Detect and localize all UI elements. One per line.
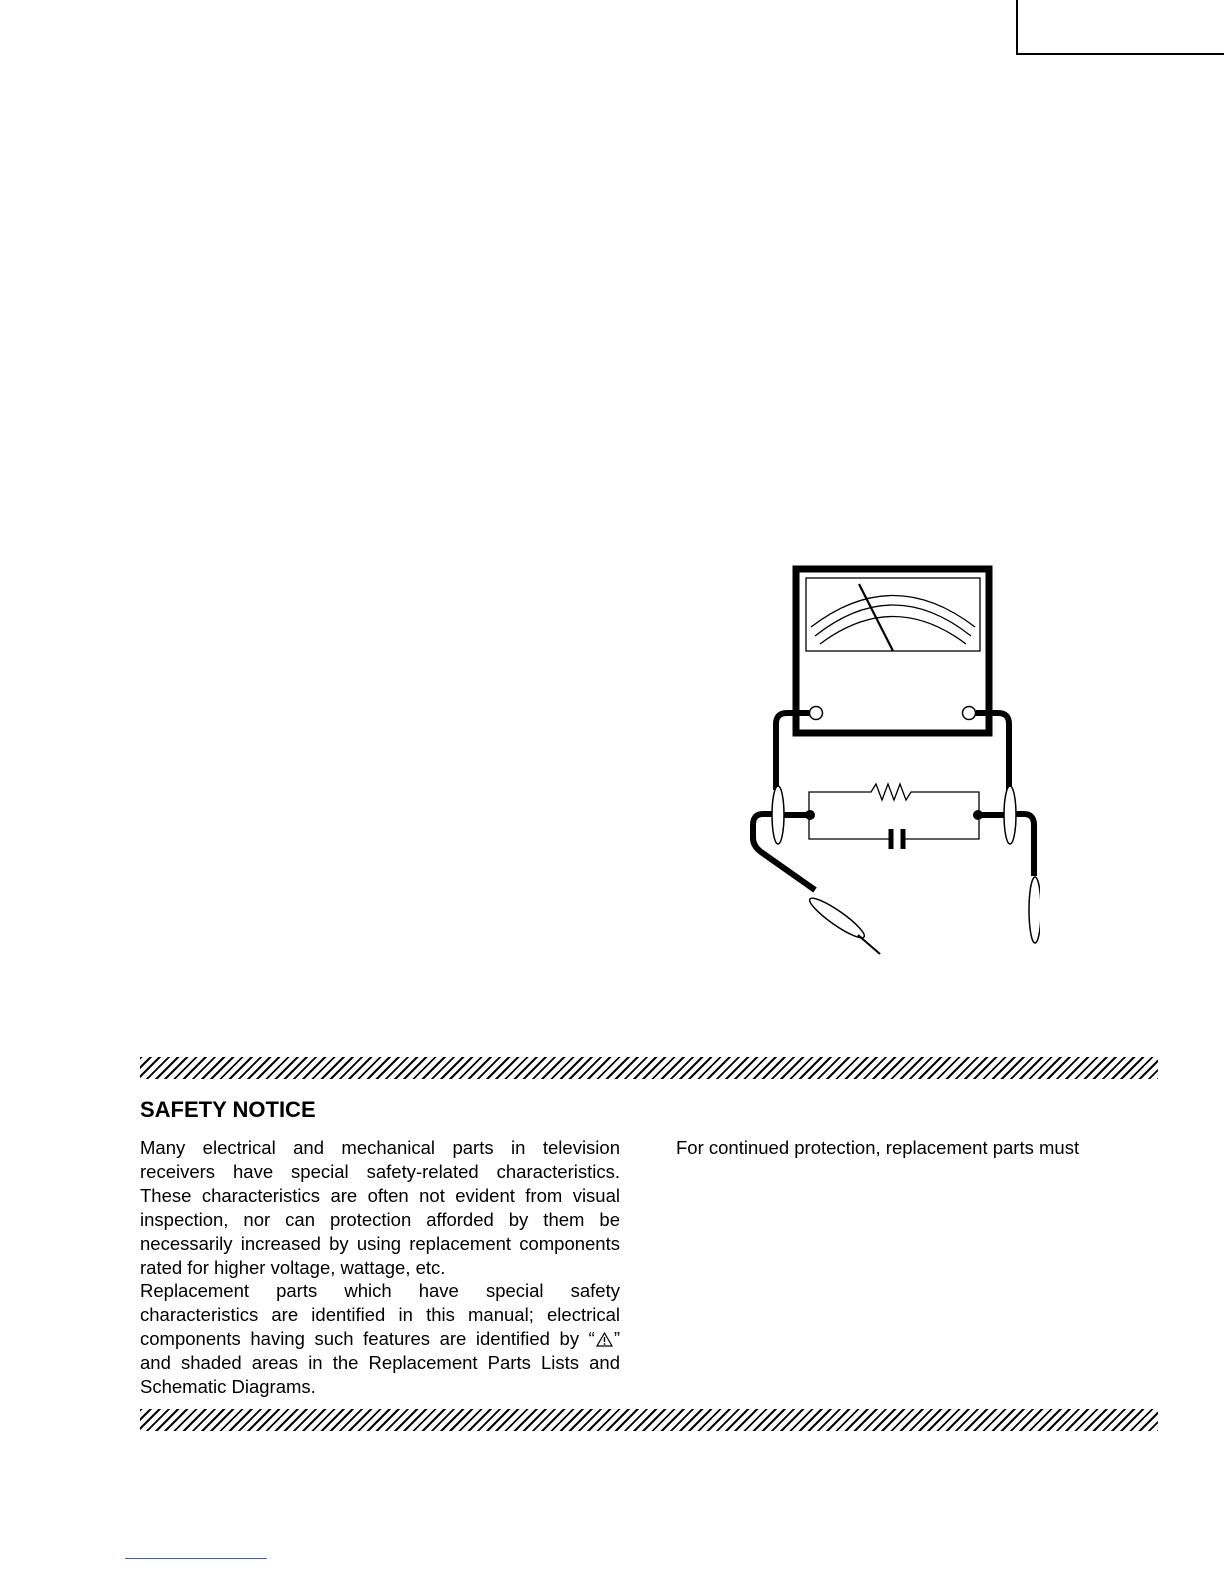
hatched-divider-bottom <box>140 1409 1158 1431</box>
hatched-divider-top <box>140 1057 1158 1079</box>
safety-notice-right-column: For continued protection, replacement parts must <box>676 1137 1080 1158</box>
safety-paragraph-2 <box>140 1279 620 1399</box>
page-corner-box <box>1016 0 1224 55</box>
safety-notice-heading: SAFETY NOTICE <box>140 1097 316 1122</box>
warning-triangle-icon <box>596 1332 613 1347</box>
safety-notice-left-column <box>140 1136 620 1399</box>
safety-paragraph-2-start: Replacement parts which have special safety characteristics are identified in this manual; electrical components having such features are identified by “ <box>140 1280 620 1350</box>
safety-paragraph-2-end: ” and shaded areas in the Replacement Parts Lists and Schematic Diagrams. <box>140 1328 620 1398</box>
safety-paragraph-1: Many electrical and mechanical parts in television receivers have special safety-related characteristics. These characteristics are often not evident from visual inspection, nor can protection afforded by them be necessarily increased by using replacement components rated for higher voltage, wattage, etc. <box>140 1137 620 1278</box>
meter-probe-diagram <box>740 560 1040 960</box>
footer-rule <box>125 1558 267 1559</box>
